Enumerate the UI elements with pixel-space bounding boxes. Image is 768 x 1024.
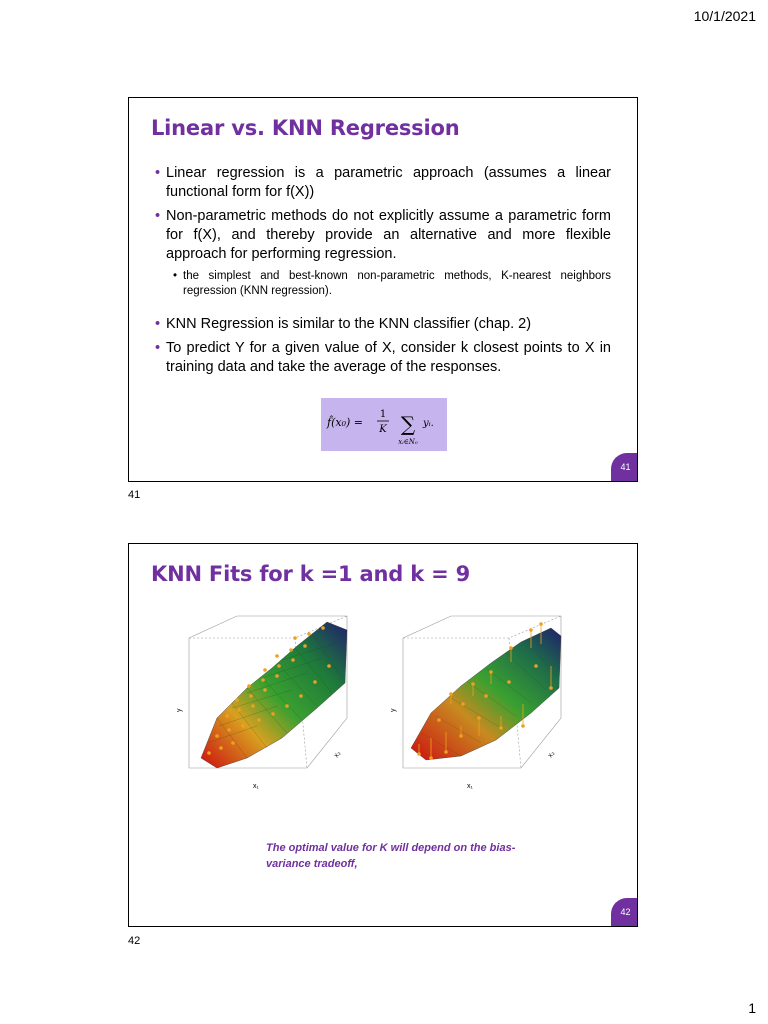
bullet-item: • To predict Y for a given value of X, consider k closest points to X in training data and take the average of the responses. bbox=[155, 339, 611, 377]
surface-k1 bbox=[201, 622, 347, 768]
slide-number-badge: 42 bbox=[611, 898, 637, 926]
bullet-item: • Linear regression is a parametric approach (assumes a linear functional form for f(X)) bbox=[155, 164, 611, 202]
axis-label-x1: x₁ bbox=[467, 783, 473, 790]
formula-sum: ∑ bbox=[400, 412, 416, 436]
slide-title: Linear vs. KNN Regression bbox=[151, 116, 460, 140]
axis-label-x2: x₂ bbox=[546, 750, 557, 760]
knn-plot-k1 bbox=[177, 608, 357, 798]
formula-denominator: K bbox=[379, 424, 387, 435]
knn-formula bbox=[321, 398, 447, 451]
page-number: 1 bbox=[748, 1000, 756, 1016]
slide-caption: 42 bbox=[128, 935, 141, 947]
knn-plot-k9 bbox=[391, 608, 571, 798]
slide-caption: 41 bbox=[128, 489, 141, 501]
bullet-list bbox=[155, 164, 611, 382]
slide-number-badge: 41 bbox=[611, 453, 637, 481]
axis-label-y: y bbox=[176, 708, 183, 712]
note-text: The optimal value for K will depend on the bias-variance tradeoff, bbox=[266, 842, 516, 870]
date-header: 10/1/2021 bbox=[693, 8, 756, 24]
formula-lhs: f̂(x₀) = bbox=[327, 416, 363, 429]
bullet-item: • KNN Regression is similar to the KNN classifier (chap. 2) bbox=[155, 315, 611, 334]
formula-numerator: 1 bbox=[379, 409, 387, 420]
axis-label-x2: x₂ bbox=[332, 750, 343, 760]
sub-bullet-item: • the simplest and best-known non-parametric methods, K-nearest neighbors regression (KNN regression). bbox=[155, 269, 611, 299]
slide-42 bbox=[128, 543, 638, 927]
slide-41 bbox=[128, 97, 638, 482]
slide-title: KNN Fits for k =1 and k = 9 bbox=[151, 562, 471, 586]
bullet-item: • Non-parametric methods do not explicitly assume a parametric form for f(X), and thereby provide an alternative and more flexible approach for performing regression. bbox=[155, 207, 611, 264]
formula-term: yᵢ. bbox=[423, 418, 434, 429]
axis-label-x1: x₁ bbox=[253, 783, 259, 790]
formula-sum-index: xᵢ∈N₀ bbox=[398, 438, 418, 446]
axis-label-y: y bbox=[390, 708, 397, 712]
